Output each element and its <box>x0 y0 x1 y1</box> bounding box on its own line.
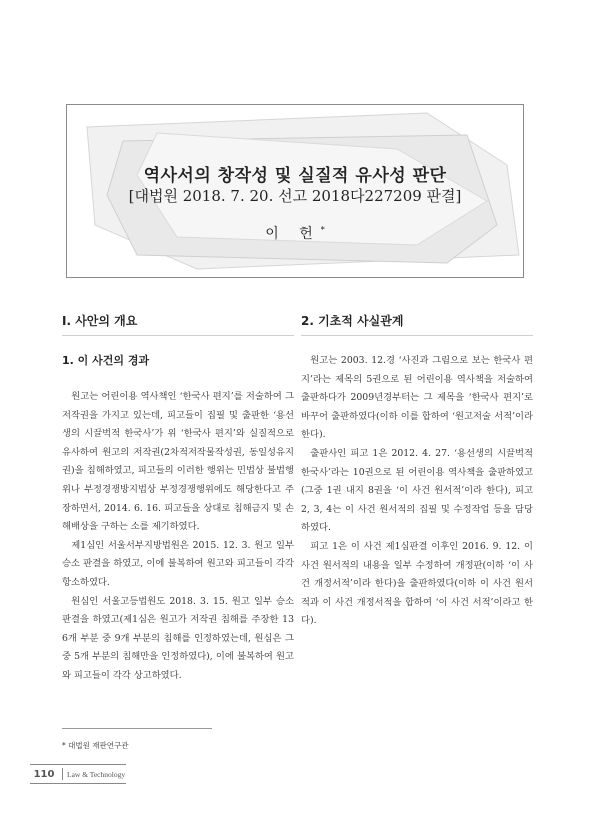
section-heading-facts: 2. 기초적 사실관계 <box>301 312 533 336</box>
article-title: 역사서의 창작성 및 실질적 유사성 판단 <box>143 166 447 186</box>
footer-divider <box>62 768 63 780</box>
page-footer <box>30 764 126 784</box>
section-heading-overview: I. 사안의 개요 <box>62 312 294 336</box>
case-reference: [대법원 2018. 7. 20. 선고 2018다227209 판결] <box>128 187 462 205</box>
author-line <box>67 223 523 243</box>
right-column <box>301 312 533 631</box>
page-number: 110 <box>33 768 55 780</box>
footnote: * 대법원 재판연구관 <box>62 741 129 750</box>
paragraph: 제1심인 서울서부지방법원은 2015. 12. 3. 원고 일부 승소 판결을 하였고, 이에 불복하여 원고와 피고들이 각각 항소하였다. <box>62 539 294 588</box>
paragraph: 피고 1은 이 사건 제1심판결 이후인 2016. 9. 12. 이 사건 원서적의 내용을 일부 수정하여 개정판(이하 ‘이 사건 개정서적’이라 한다)을 출판하였다(이하 이 사건 원서적과 이 사건 개정서적을 합하여 ‘이 사건 서적’이라고 한다). <box>301 540 533 627</box>
paragraph: 출판사인 피고 1은 2012. 4. 27. ‘용선생의 시끌벅적 한국사’라는 10권으로 된 어린이용 역사책을 출판하였고(그중 1권 내지 8권을 ‘이 사건 원서적’이라 한다), 피고 2, 3, 4는 이 사건 원서적의 집필 및 수정작업 등을 담당하였다. <box>301 447 533 534</box>
left-column <box>62 312 294 686</box>
subsection-heading-history: 1. 이 사건의 경과 <box>62 354 150 367</box>
paragraph: 원고는 2003. 12.경 ‘사진과 그림으로 보는 한국사 편지’라는 제목의 5권으로 된 어린이용 역사책을 저술하여 출판하다가 2009년경부터는 그 제목을 ‘한국사 편지’로 바꾸어 출판하였다(이하 이를 합하여 ‘원고저술 서적’이라 한다). <box>301 355 533 441</box>
paragraph: 원고는 어린이용 역사책인 ‘한국사 편지’를 저술하여 그 저작권을 가지고 있는데, 피고들이 집필 및 출판한 ‘용선생의 시끌벅적 한국사’가 위 ‘한국사 편지’와 실질적으로 유사하여 원고의 저작권(2차적저작물작성권, 동일성유지권)을 침해하였고, 피고들의 이러한 행위는 민법상 불법행위나 부정경쟁방지법상 부정경쟁행위에도 해당한다고 주장하면서, 2014. 6. 16. 피고들을 상대로 침해금지 및 손해배상을 구하는 소를 제기하였다. <box>62 391 294 533</box>
publication-name: Law & Technology <box>67 769 126 779</box>
paragraph: 원심인 서울고등법원도 2018. 3. 15. 원고 일부 승소 판결을 하였고(제1심은 원고가 저작권 침해를 주장한 136개 부분 중 9개 부분의 침해를 인정하였는데, 원심은 그중 5개 부분의 침해만을 인정하였다), 이에 불복하여 원고와 피고들이 각각 상고하였다. <box>62 595 294 681</box>
footnote-divider <box>62 728 212 729</box>
author-name: 이 헌 <box>265 226 321 242</box>
author-footnote-mark: * <box>320 225 325 235</box>
title-box <box>66 104 524 278</box>
